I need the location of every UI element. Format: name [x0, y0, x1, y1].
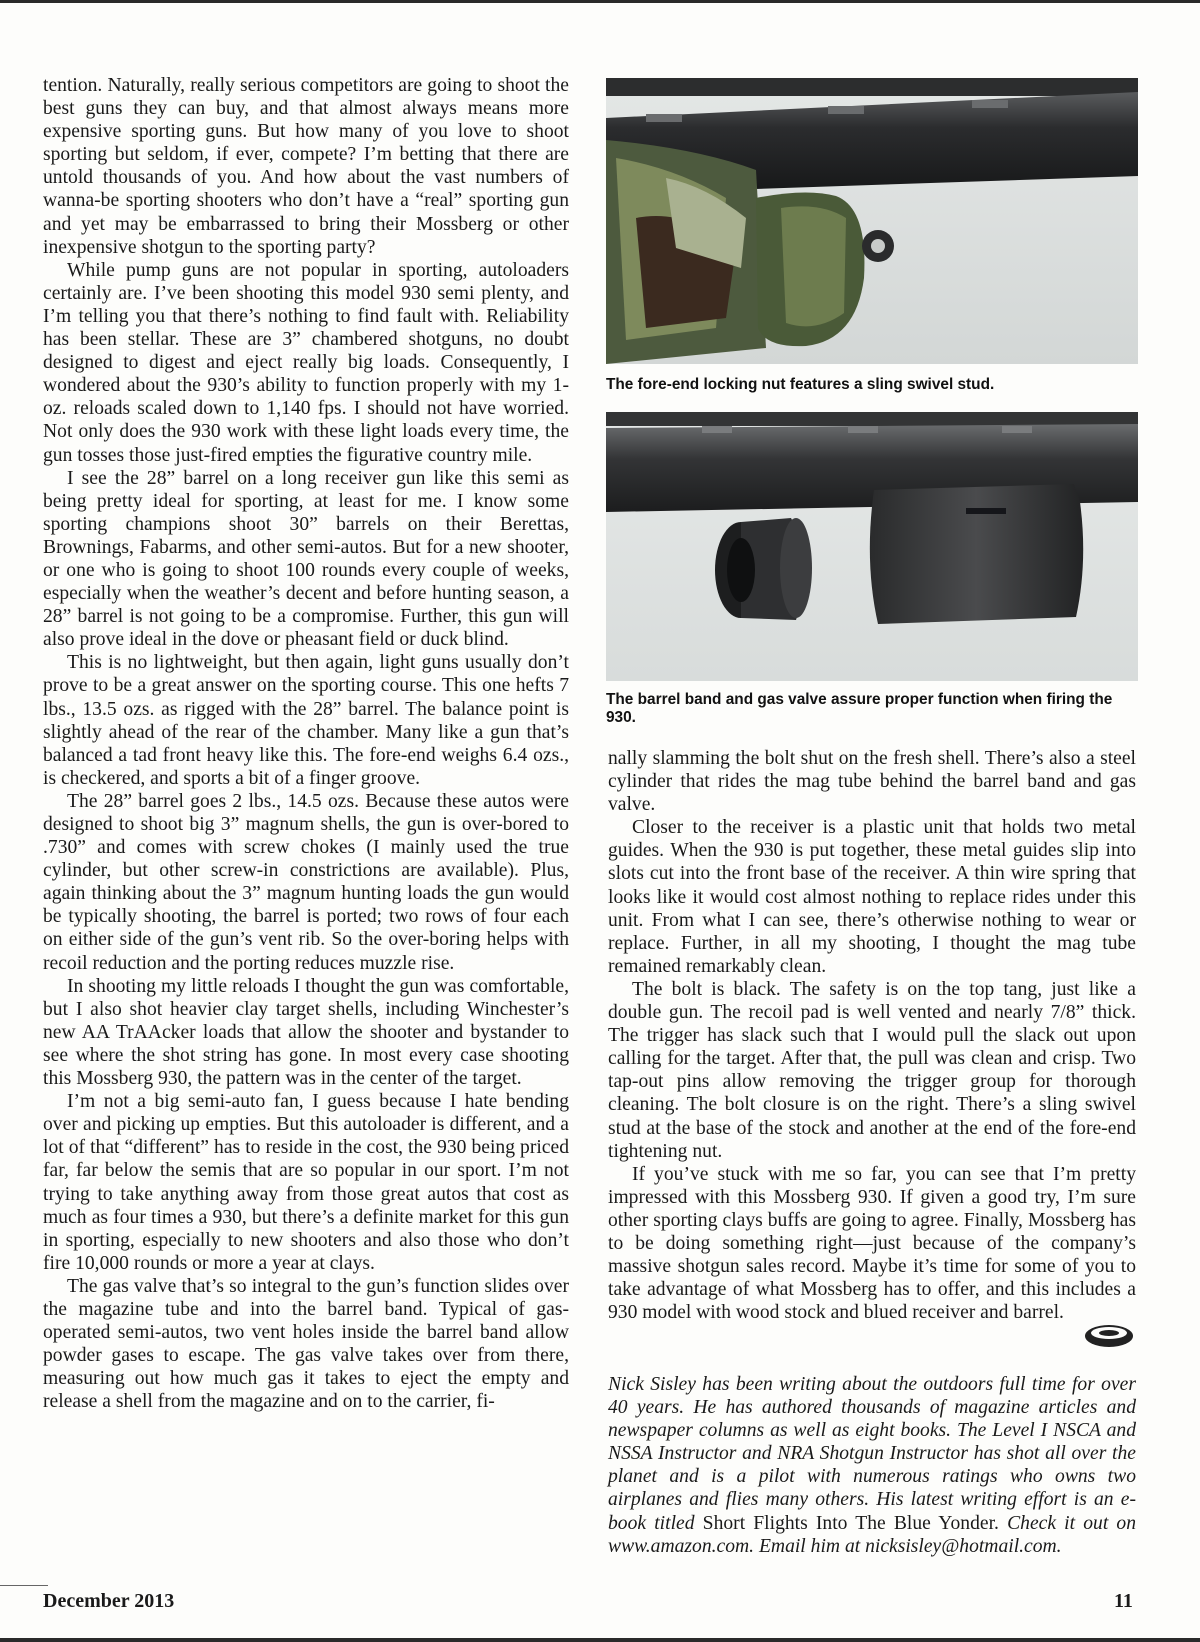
bio-text: Nick Sisley has been writing about the outdoors full time for over 40 years. He has authored thousands of magazine articles and newspaper columns as well as eight books. The Level I NSCA and NSSA Instructor and NRA Shotgun Instructor has shot all over the planet and is a pilot with numerous ratings who owns two airplanes and flies many others. His latest writing effort is an e-book titled: [608, 1374, 1136, 1534]
issue-date: December 2013: [43, 1590, 175, 1612]
clay-target-icon: [1083, 1322, 1135, 1350]
paragraph: I see the 28” barrel on a long receiver gun like this semi as being pretty ideal for sporting, at least for me. I know some sporting champions shoot 30” barrels on their Berettas, Brownings, Fabarms, and other semi-autos. But for a new shooter, or one who is going to shoot 100 rounds every couple of weeks, especially when the weather’s decent and before hunting season, a 28” barrel is not going to be a compromise. Further, this gun will also prove ideal in the dove or pheasant field or duck blind.: [43, 467, 569, 651]
photo-barrel-band-gas-valve: [606, 412, 1138, 681]
paragraph: In shooting my little reloads I thought the gun was comfortable, but I also shot heavier clay target shells, including Winchester’s new AA TrAAcker loads that allow the shooter and bystander to see where the shot string has gone. In most every case shooting this Mossberg 930, the pattern was in the center of the target.: [43, 975, 569, 1090]
paragraph: The 28” barrel goes 2 lbs., 14.5 ozs. Because these autos were designed to shoot big 3” magnum shells, the gun is over-bored to .730” and comes with screw chokes (I mainly used the true cylinder, but other screw-in constrictions are available). Plus, again thinking about the 3” magnum hunting loads the gun would be typically shooting, the barrel is ported; two rows of four each on either side of the gun’s vent rib. So the over-boring helps with recoil reduction and the porting reduces muzzle rise.: [43, 790, 569, 974]
paragraph: If you’ve stuck with me so far, you can see that I’m pretty impressed with this Mossberg 930. If given a good try, I’m sure other sporting clays buffs are going to agree. Finally, Mossberg has to be doing something right—just because of the company’s massive shotgun sales record. Maybe it’s time for some of you to take advantage of what Mossberg has to offer, and this includes a 930 model with wood stock and blued receiver and barrel.: [608, 1163, 1136, 1324]
left-column: [43, 74, 569, 1413]
paragraph: This is no lightweight, but then again, light guns usually don’t prove to be a great answer on the sporting course. This one hefts 7 lbs., 13.5 ozs. as rigged with the 28” barrel. The balance point is slightly ahead of the rear of the chamber. Many like a gun that’s balanced a tad front heavy like this. The fore-end weighs 6.4 ozs., is checkered, and sports a bit of a finger groove.: [43, 652, 569, 789]
paragraph: Closer to the receiver is a plastic unit that holds two metal guides. When the 930 is put together, these metal guides slip into slots cut into the front base of the receiver. A thin wire spring that looks like it would cost almost nothing to replace rides under this unit. From what I can see, there’s otherwise nothing to wear or replace. Further, in all my shooting, I thought the mag tube remained remarkably clean.: [608, 817, 1136, 977]
paragraph: The bolt is black. The safety is on the top tang, just like a double gun. The recoil pad is well vented and nearly 7/8” thick. The trigger has slack such that I would pull the slack out upon calling for the target. After that, the pull was clean and crisp. Two tap-out pins allow removing the trigger group for thorough cleaning. The bolt closure is on the right. There’s a sling swivel stud at the base of the stock and another at the end of the fore-end tightening nut.: [608, 978, 1136, 1162]
bottom-border: [0, 1638, 1200, 1642]
paragraph: nally slamming the bolt shut on the fresh shell. There’s also a steel cylinder that rides the mag tube behind the barrel band and gas valve.: [608, 748, 1136, 816]
author-bio: [608, 1373, 1136, 1558]
figures-column: [606, 78, 1138, 728]
figure-caption: The barrel band and gas valve assure proper function when firing the 930.: [606, 690, 1113, 726]
book-title: Short Flights Into The Blue Yonder.: [702, 1512, 999, 1534]
figure-caption: The fore-end locking nut features a sling swivel stud.: [606, 376, 995, 393]
page-number: 11: [1114, 1590, 1133, 1612]
footer-rule: [0, 1585, 48, 1586]
photo-fore-end-nut: [606, 78, 1138, 364]
right-column-text: [608, 747, 1136, 1324]
paragraph: tention. Naturally, really serious competitors are going to shoot the best guns they can buy, and that almost always means more expensive sporting guns. But how many of you love to shoot sporting but seldom, if ever, compete? I’m betting that there are untold thousands of you. And how about the vast numbers of wanna-be sporting shooters who don’t have a “real” sporting gun and yet may be embarrassed to bring their Mossberg or other inexpensive shotgun to the sporting party?: [43, 75, 569, 258]
paragraph: I’m not a big semi-auto fan, I guess because I hate bending over and picking up empties. But this autoloader is different, and a lot of that “different” has to reside in the cost, the 930 being priced far, far below the semis that are so popular in our sport. I’m not trying to take anything away from those great autos that cost as much as four times a 930, but there’s a definite market for this gun in sporting, especially to new shooters and also those who don’t fire 10,000 rounds or more a year at clays.: [43, 1091, 569, 1274]
bio-contact: Check it out on www.amazon.com. Email him at nicksisley@hotmail.com.: [608, 1512, 1137, 1557]
top-border: [0, 0, 1200, 3]
paragraph: The gas valve that’s so integral to the gun’s function slides over the magazine tube and into the barrel band. Typical of gas-operated semi-autos, two vent holes inside the barrel band allow powder gases to escape. The gas valve takes over from there, measuring out how much gas it takes to eject the empty and release a shell from the magazine and on to the carrier, fi-: [43, 1275, 569, 1413]
paragraph: While pump guns are not popular in sporting, autoloaders certainly are. I’ve been shooting this model 930 semi plenty, and I’m telling you that there’s nothing to find fault with. Reliability has been stellar. These are 3” chambered shotguns, no doubt designed to digest and eject really big loads. Consequently, I wondered about the 930’s ability to function properly with my 1-oz. reloads scaled down to 1,140 fps. I should not have worried. Not only does the 930 work with these light loads every time, the gun tosses those just-fired empties the figurative country mile.: [43, 259, 569, 466]
